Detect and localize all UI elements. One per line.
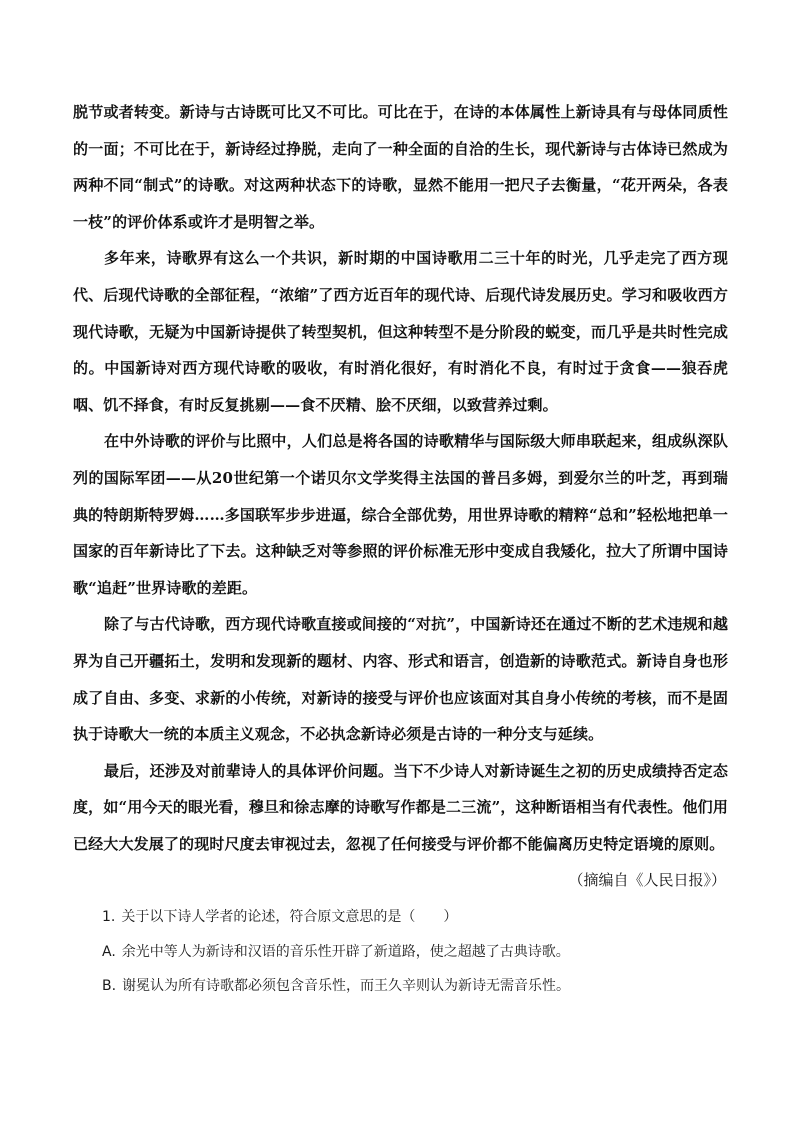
question-stem-line	[73, 900, 728, 935]
article-body	[73, 94, 728, 899]
question-1	[73, 900, 728, 1004]
option-b-label: B.	[102, 978, 117, 995]
question-stem: 关于以下诗人学者的论述，符合原文意思的是（ ）	[121, 909, 458, 926]
article-source: （摘编自《人民日报》）	[568, 871, 726, 890]
question-number: 1.	[102, 909, 116, 926]
option-b-text: 谢冕认为所有诗歌都必须包含音乐性，而王久辛则认为新诗无需音乐性。	[122, 978, 571, 995]
option-a-label: A.	[102, 943, 116, 960]
option-a-text: 余光中等人为新诗和汉语的音乐性开辟了新道路，使之超越了古典诗歌。	[121, 943, 570, 960]
option-a	[73, 935, 728, 970]
option-b	[73, 969, 728, 1004]
paragraph-4: 除了与古代诗歌，西方现代诗歌直接或间接的“对抗”，中国新诗还在通过不断的艺术违规和越界为自己开疆拓土，发明和发现新的题材、内容、形式和语言，创造新的诗歌范式。新诗自身也形成了自由、多变、求新的小传统，对新诗的接受与评价也应该面对其自身小传统的考核，而不是固执于诗歌大一统的本质主义观念，不必执念新诗必须是古诗的一种分支与延续。	[73, 615, 728, 744]
document-page	[73, 94, 728, 1004]
paragraph-3: 在中外诗歌的评价与比照中，人们总是将各国的诗歌精华与国际级大师串联起来，组成纵深队列的国际军团——从20世纪第一个诺贝尔文学奖得主法国的普吕多姆，到爱尔兰的叶芝，再到瑞典的特朗斯特罗姆……多国联军步步进逼，综合全部优势，用世界诗歌的精粹“总和”轻松地把单一国家的百年新诗比了下去。这种缺乏对等参照的评价标准无形中变成自我矮化，拉大了所谓中国诗歌“追赶”世界诗歌的差距。	[73, 432, 728, 597]
paragraph-2: 多年来，诗歌界有这么一个共识，新时期的中国诗歌用二三十年的时光，几乎走完了西方现代、后现代诗歌的全部征程，“浓缩”了西方近百年的现代诗、后现代诗发展历史。学习和吸收西方现代诗歌，无疑为中国新诗提供了转型契机，但这种转型不是分阶段的蜕变，而几乎是共时性完成的。中国新诗对西方现代诗歌的吸收，有时消化很好，有时消化不良，有时过于贪食——狼吞虎咽、饥不择食，有时反复挑剔——食不厌精、脍不厌细，以致营养过剩。	[73, 249, 728, 414]
paragraph-5: 最后，还涉及对前辈诗人的具体评价问题。当下不少诗人对新诗诞生之初的历史成绩持否定态度，如“用今天的眼光看，穆旦和徐志摩的诗歌写作都是二三流”，这种断语相当有代表性。他们用已经大大发展了的现时尺度去审视过去，忽视了任何接受与评价都不能偏离历史特定语境的原则。	[73, 761, 728, 853]
paragraph-1: 脱节或者转变。新诗与古诗既可比又不可比。可比在于，在诗的本体属性上新诗具有与母体同质性的一面；不可比在于，新诗经过挣脱，走向了一种全面的自洽的生长，现代新诗与古体诗已然成为两种不同“制式”的诗歌。对这两种状态下的诗歌，显然不能用一把尺子去衡量，“花开两朵，各表一枝”的评价体系或许才是明智之举。	[73, 103, 728, 231]
